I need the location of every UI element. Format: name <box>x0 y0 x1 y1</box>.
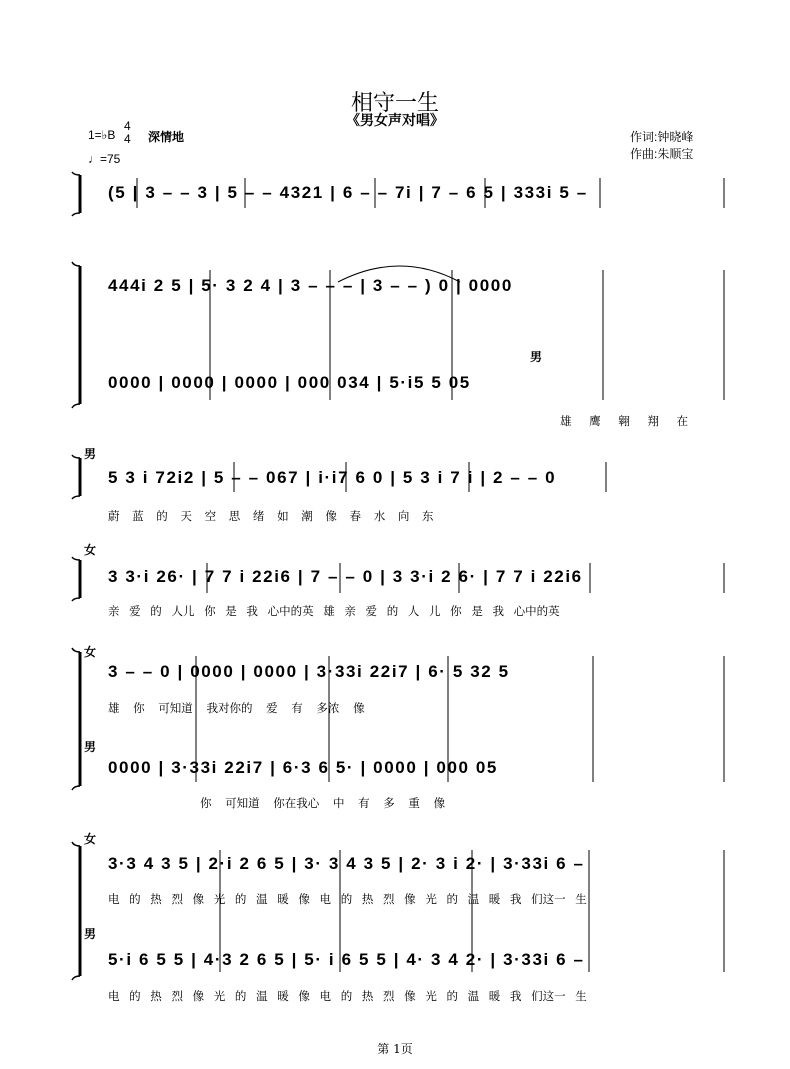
system-4-lyrics: 亲 爱 的 人儿 你 是 我 心中的英 雄 亲 爱 的 人 儿 你 是 我 心中的英 <box>108 604 560 618</box>
system-5-male-notes: 0000 | 3·33i 22i7 | 6·3 6 5· | 0000 | 000 05 <box>108 758 498 777</box>
system-6-female-notes: 3·3 4 3 5 | 2·i 2 6 5 | 3· 3 4 3 5 | 2· 3 i 2· | 3·33i 6 – <box>108 854 585 873</box>
system-5-female-notes: 3 – – 0 | 0000 | 0000 | 3·33i 22i7 | 6· 5 32 5 <box>108 662 510 681</box>
voice-label-male: 男 <box>530 350 543 364</box>
system-6-male-notes: 5·i 6 5 5 | 4·3 2 6 5 | 5· i 6 5 5 | 4· 3 4 2· | 3·33i 6 – <box>108 950 585 969</box>
system-3-lyrics: 蔚 蓝 的 天 空 思 绪 如 潮 像 春 水 向 东 <box>108 509 434 523</box>
system-2-lyrics: 雄 鹰 翱 翔 在 <box>560 414 689 428</box>
time-signature-top: 4 <box>124 119 131 133</box>
system-5-female-lyrics: 雄 你 可知道 我对你的 爱 有 多浓 像 <box>108 701 365 715</box>
voice-label-female: 女 <box>84 543 97 557</box>
lyricist-credit: 作词:钟晓峰 <box>630 130 694 144</box>
system-1-notes: (5 | 3 – – 3 | 5 – – 4321 | 6 – – 7i | 7 – 6 5 | 333i 5 – <box>108 183 588 202</box>
voice-label-male: 男 <box>84 447 97 461</box>
voice-label-male: 男 <box>84 740 97 754</box>
system-2-lower-notes: 0000 | 0000 | 0000 | 000 034 | 5·i5 5 05 <box>108 373 471 392</box>
voice-label-female: 女 <box>84 832 97 846</box>
system-3-notes: 5 3 i 72i2 | 5 – – 067 | i·i7 6 0 | 5 3 i 7 i | 2 – – 0 <box>108 468 557 487</box>
time-signature-bottom: 4 <box>124 132 131 146</box>
system-4-notes: 3 3·i 26· | 7 7 i 22i6 | 7 – – 0 | 3 3·i 2 6· | 7 7 i 22i6 <box>108 567 583 586</box>
system-6-female-lyrics: 电 的 热 烈 像 光 的 温 暖 像 电 的 热 烈 像 光 的 温 暖 我 们这一 生 <box>108 892 587 906</box>
song-title: 相守一生 <box>350 91 439 116</box>
song-subtitle: 《男女声对唱》 <box>346 113 444 129</box>
system-2-upper-notes: 444i 2 5 | 5· 3 2 4 | 3 – – – | 3 – – ) 0 | 0000 <box>108 276 513 295</box>
voice-label-female: 女 <box>84 645 97 659</box>
composer-credit: 作曲:朱顺宝 <box>630 147 694 161</box>
system-5-male-lyrics: 你 可知道 你在我心 中 有 多 重 像 <box>200 796 446 810</box>
quarter-note-icon: ♩ <box>88 152 100 166</box>
voice-label-male: 男 <box>84 927 97 941</box>
system-6-male-lyrics: 电 的 热 烈 像 光 的 温 暖 像 电 的 热 烈 像 光 的 温 暖 我 们这一 生 <box>108 989 587 1003</box>
page-number: 第 1页 <box>377 1042 413 1056</box>
expression-mark: 深情地 <box>148 130 185 144</box>
key-signature: 1=♭B <box>88 128 116 142</box>
tempo-value: =75 <box>100 152 121 166</box>
